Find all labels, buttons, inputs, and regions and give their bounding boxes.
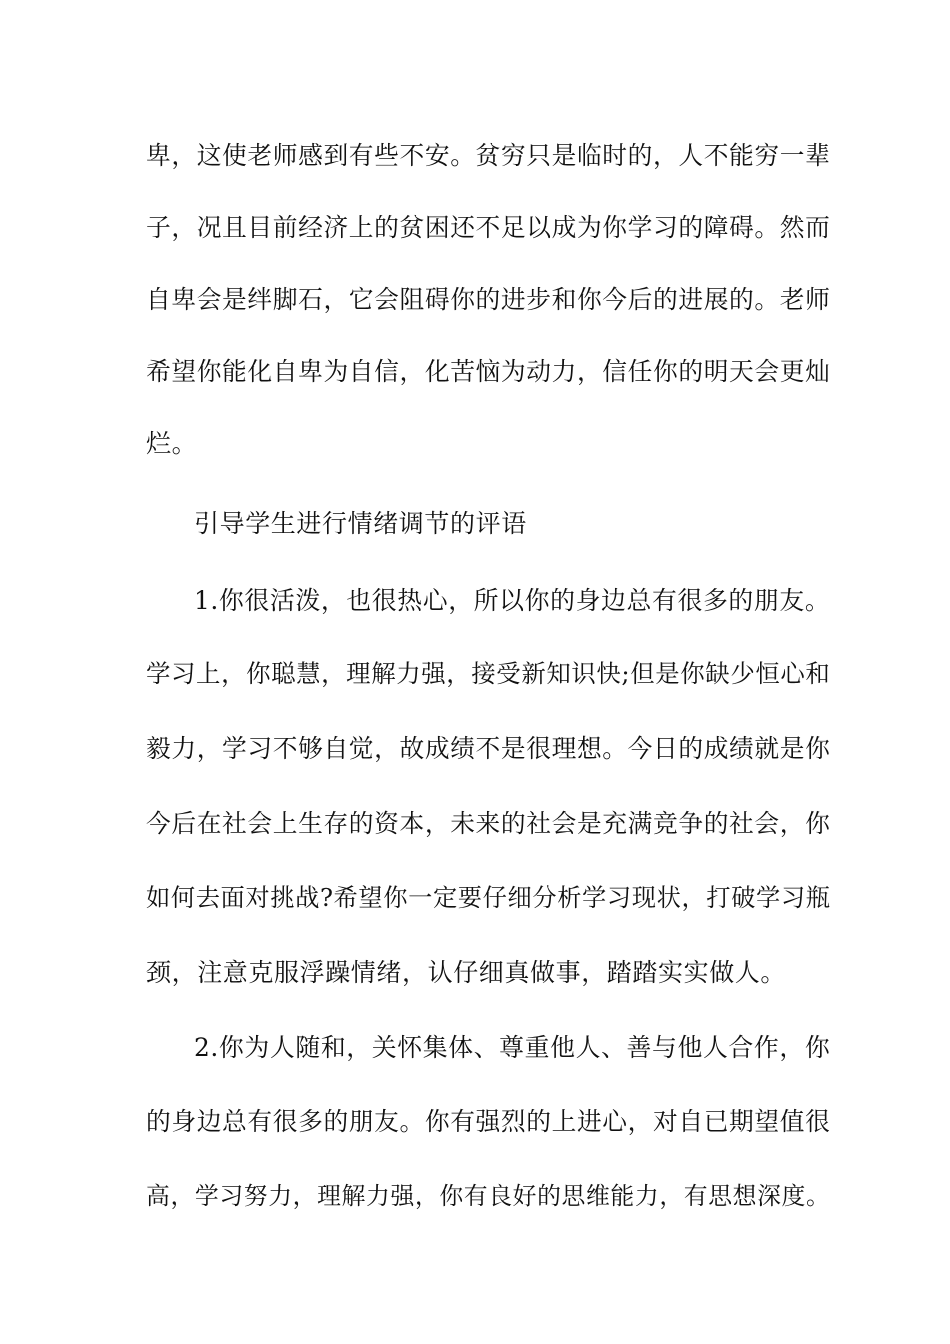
paragraph-line: 如何去面对挑战?希望你一定要仔细分析学习现状，打破学习瓶 — [146, 883, 831, 912]
paragraph-line: 子，况且目前经济上的贫困还不足以成为你学习的障碍。然而 — [146, 213, 831, 242]
paragraph-line: 的身边总有很多的朋友。你有强烈的上进心，对自已期望值很 — [146, 1107, 831, 1136]
paragraph-line: 今后在社会上生存的资本，未来的社会是充满竞争的社会，你 — [146, 809, 831, 838]
list-item-first-line: 2.你为人随和，关怀集体、尊重他人、善与他人合作，你 — [194, 1033, 831, 1062]
paragraph-line: 卑，这使老师感到有些不安。贫穷只是临时的，人不能穷一辈 — [146, 141, 831, 170]
paragraph-line: 毅力，学习不够自觉，故成绩不是很理想。今日的成绩就是你 — [146, 734, 831, 763]
list-item-first-line: 1.你很活泼，也很热心，所以你的身边总有很多的朋友。 — [194, 586, 831, 615]
section-heading: 引导学生进行情绪调节的评语 — [194, 509, 527, 538]
paragraph-line: 高，学习努力，理解力强，你有良好的思维能力，有思想深度。 — [146, 1182, 831, 1210]
paragraph-line: 学习上，你聪慧，理解力强，接受新知识快;但是你缺少恒心和 — [146, 659, 831, 688]
paragraph-line: 颈，注意克服浮躁情绪，认仔细真做事，踏踏实实做人。 — [146, 958, 787, 987]
paragraph-line: 烂。 — [146, 429, 198, 458]
paragraph-line: 自卑会是绊脚石，它会阻碍你的进步和你今后的进展的。老师 — [146, 285, 831, 314]
paragraph-line: 希望你能化自卑为自信，化苦恼为动力，信任你的明天会更灿 — [146, 357, 831, 386]
